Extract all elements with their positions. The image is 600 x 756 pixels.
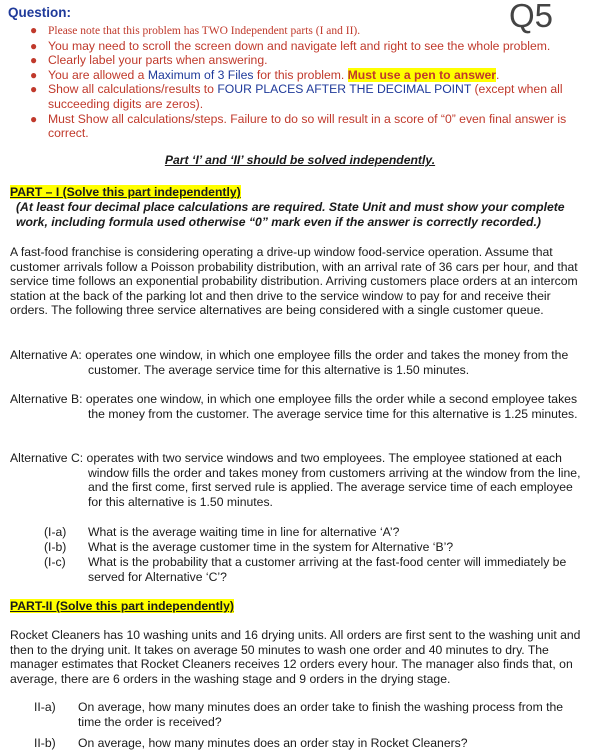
bullet-text-emph: Maximum of 3 Files [147,67,254,82]
bullet-icon: ● [30,53,38,68]
alternative-c: Alternative C: operates with two service windows and two employees. The employee stationed at each window fills the order and takes money from customers arriving at the window from the line, and the first come, first served rule is applied. The average service time of each employee for this alternative is 1.50 minutes. [10,451,581,509]
alternative-a: Alternative A: operates one window, in which one employee fills the order and takes the money from the customer. The average service time for this alternative is 1.50 minutes. [10,348,569,377]
bullet-text: You are allowed a [48,67,148,82]
bullet-text: Please note that this problem has TWO Independent parts (I and II). [48,25,361,37]
bullet-highlight: Must use a pen to answer [347,67,496,82]
bullet-icon: ● [30,111,38,126]
alternative-b: Alternative B: operates one window, in which one employee fills the order while a second employee takes the money from the customer. The average service time for this alternative is 1.25 minutes. [10,392,578,421]
list-item [14,53,588,68]
bullet-text: for this problem. [253,67,348,82]
bullet-icon: ● [30,38,38,53]
bullet-icon: ● [30,67,38,82]
bullet-icon: ● [30,82,38,97]
bullet-text: Show all calculations/results to [48,82,218,97]
list-item [14,82,588,111]
bullet-icon: ● [30,23,38,37]
bullet-text: You may need to scroll the screen down and navigate left and right to see the whole problem. [48,38,551,53]
question-number: Q5 [509,0,554,34]
bullet-text: Clearly label your parts when answering. [48,53,268,68]
part2-heading: PART-II (Solve this part independently) [10,599,234,613]
question-title: Question: [8,5,71,20]
list-item [14,68,588,83]
bullet-text: (except when all succeeding digits are zeros). [48,82,563,111]
list-item [14,39,588,54]
independence-note: Part ‘I’ and ‘II’ should be solved independently. [164,153,436,167]
part1-instruction: (At least four decimal place calculations are required. State Unit and must show your complete work, including formula used otherwise “0” mark even if the answer is correctly recorded.) [16,200,565,229]
part1-heading: PART – I (Solve this part independently) [10,185,241,199]
list-item [14,112,588,141]
list-item [14,23,588,39]
bullet-text: Must Show all calculations/steps. Failure to do so will result in a score of “0” even final answer is correct. [48,111,567,141]
bullet-text: . [495,67,500,82]
instructions-list [14,23,588,141]
bullet-text-emph: FOUR PLACES AFTER THE DECIMAL POINT [217,82,472,97]
part1-intro: A fast-food franchise is considering operating a drive-up window food-service operation. Assume that customer arrivals follow a Poisson probability distribution, with an arrival rate of 36 cars per hour, and that service time follows an exponential probability distribution. Arriving customers place orders at an intercom station at the back of the parking lot and then drive to the service window to pay for and receive their orders. The following three service alternatives are being considered with a single customer queue. [10,245,578,318]
part2-intro: Rocket Cleaners has 10 washing units and 16 drying units. All orders are first sent to the washing unit and then to the drying unit. It takes on average 50 minutes to wash one order and 40 minutes to dry. The manager estimates that Rocket Cleaners receives 12 orders every hour. The manager also finds that, on average, there are 6 orders in the washing stage and 9 orders in the drying stage. [10,628,581,686]
